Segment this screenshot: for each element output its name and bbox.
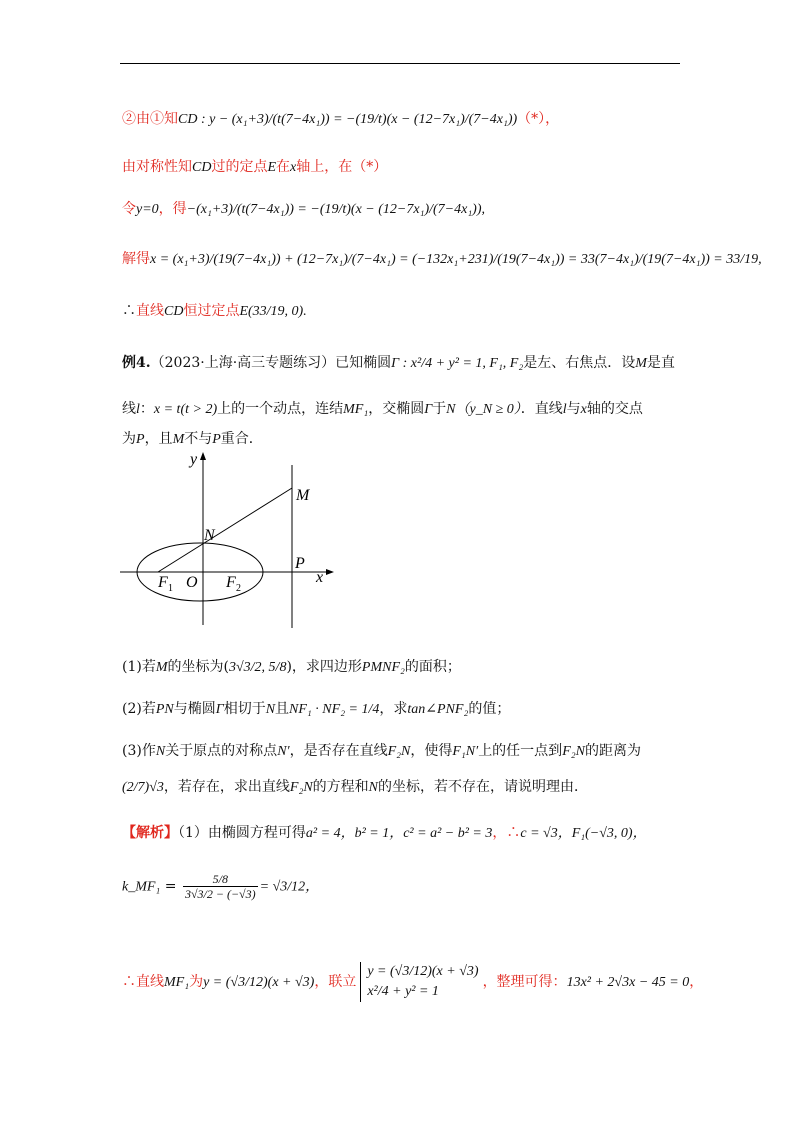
label-x: x (316, 569, 324, 586)
solution-line-system (122, 962, 703, 1002)
label-p: P (295, 555, 305, 572)
y-zero: y=0 (136, 202, 159, 217)
slope-fraction (183, 872, 258, 901)
label-m: M (296, 487, 310, 504)
example-source: （2023·上海·高三专题练习） (150, 355, 336, 371)
q3-distance-text: 的距离为 (584, 743, 641, 759)
q3-distance-value: (2/7)√3 (122, 780, 164, 795)
q1-coord: 3√3/2, 5/8 (228, 660, 287, 675)
sol-step-1: （1）由椭圆方程可得 (178, 825, 306, 841)
cd-label-2: CD (164, 304, 184, 319)
example-4-line-2 (122, 398, 643, 418)
text-line: 直线 (136, 303, 164, 319)
slope-numerator: 5/8 (183, 872, 258, 887)
step-line-3 (122, 198, 485, 218)
ellipse-equation: Γ : x²/4 + y² = 1, F₁, F₂ (391, 356, 524, 371)
n-label: N (446, 402, 456, 417)
label-o: O (186, 574, 198, 591)
system-eq-2: x²/4 + y² = 1 (367, 984, 439, 999)
q2-and: 且 (275, 701, 290, 717)
label-y: y (190, 451, 198, 468)
text-and: 与 (566, 401, 581, 417)
q3-n-2: N (368, 780, 379, 795)
q3-such-that: ，使得 (410, 743, 453, 759)
sol-combine-text: ，联立 (314, 974, 357, 990)
yn-condition: （y_N ≥ 0） (455, 402, 521, 417)
step-line-5 (122, 300, 307, 320)
m-label-2: M (172, 432, 185, 447)
text-is-line: 是直 (646, 355, 675, 371)
q3-symmetric-text: 关于原点的对称点 (165, 743, 278, 759)
q3-end-text: 的坐标，若不存在，请说明理由． (378, 779, 589, 795)
text-axis-intersection: 轴的交点 (586, 401, 643, 417)
text-axis: 轴上，在（*） (296, 159, 388, 175)
analysis-tag: 【解析】 (122, 825, 178, 841)
cd-equation: CD : y − (x₁+3)/(t(7−4x₁)) = −(19/t)(x − (12−7x₁)/(7−4x₁)) (178, 112, 518, 127)
q2-text-ellipse: 与椭圆 (173, 701, 216, 717)
q2-gamma: Γ (215, 702, 224, 717)
text-not-with: 不与 (184, 431, 213, 447)
q2-tan: tan∠PNF₂ (407, 702, 469, 717)
sol-line-text: ∴直线 (122, 974, 164, 990)
label-f1-sub: 1 (168, 583, 173, 594)
p-label-2: P (212, 432, 221, 447)
q1-prefix: (1)若 (122, 659, 156, 675)
text-coincide: 重合． (220, 431, 263, 447)
text-get: ，得 (158, 201, 187, 217)
text-line: 线 (122, 401, 136, 417)
q3-prefix: (3)作 (122, 743, 156, 759)
q3-n-prime: N′ (277, 744, 290, 759)
text-and-2: ，且 (144, 431, 173, 447)
substituted-equation: −(x₁+3)/(t(7−4x₁)) = −(19/t)(x − (12−7x₁)/(7−4x₁)), (186, 202, 486, 217)
q3-f1n-prime: F₁N′ (452, 744, 479, 759)
q1-quad: PMNF₂ (361, 660, 405, 675)
q1-quad-text: )，求四边形 (286, 659, 362, 675)
mf1-label: MF₁ (343, 402, 369, 417)
x-axis-arrow (326, 569, 334, 575)
question-1 (122, 656, 461, 676)
therefore-symbol: ∴ (122, 303, 136, 319)
slope-value: = √3/12， (259, 879, 320, 895)
y-axis-arrow (200, 452, 206, 460)
example-label: 例4. (122, 355, 151, 371)
example-4-line-3 (122, 428, 263, 448)
sol-mf1: MF₁ (164, 975, 190, 990)
line-l-equation: x = t(t > 2) (153, 402, 218, 417)
sol-quadratic: 13x² + 2√3x − 45 = 0 (566, 975, 690, 990)
star-mark: （*） (517, 111, 546, 127)
sol-is-text: 为 (189, 974, 204, 990)
q2-find: ，求 (379, 701, 408, 717)
q1-coord-text: 的坐标为( (167, 659, 229, 675)
q2-n: N (265, 702, 276, 717)
text-known-ellipse: 已知椭圆 (335, 355, 392, 371)
solution-slope: k_MF₁ = $\frac{5/8}{3√3/2 - (-√3)}$ = √3/12， (122, 872, 320, 901)
x-label: x (580, 402, 587, 417)
q3-if-exist-text: ，若存在，求出直线 (163, 779, 290, 795)
slope-label: k_MF₁ (122, 879, 161, 895)
m-label: M (635, 356, 647, 371)
label-n: N (204, 527, 215, 544)
l-label: l (136, 402, 140, 417)
label-f1: F (158, 574, 168, 591)
step-line-1 (122, 108, 559, 128)
header-rule (120, 63, 680, 64)
label-f2-sub: 2 (236, 583, 241, 594)
sol-therefore: ，∴ (492, 825, 521, 841)
text-line-2: ．直线 (520, 401, 563, 417)
sol-c-value: c = √3 (520, 826, 558, 841)
ellipse-figure (120, 450, 340, 630)
comma: ， (545, 111, 560, 127)
q3-f2n-2: F₂N (562, 744, 585, 759)
gamma-label: Γ (424, 402, 433, 417)
step-prefix: ②由①知 (122, 111, 178, 127)
segment-mf1 (158, 488, 292, 572)
sol-end-comma: ， (689, 974, 704, 990)
q3-exist-text: ，是否存在直线 (289, 743, 388, 759)
text-foci: 是左、右焦点．设 (523, 355, 636, 371)
text-is: 为 (122, 431, 136, 447)
colon: ： (139, 401, 154, 417)
cd-label: CD (192, 160, 212, 175)
text-always-through: 恒过定点 (183, 303, 240, 319)
slope-denominator: 3√3/2 − (−√3) (184, 887, 256, 901)
q2-value-text: 的值； (468, 701, 511, 717)
l-label-2: l (562, 402, 567, 417)
q2-pn: PN (155, 702, 174, 717)
text-let: 令 (122, 201, 136, 217)
step-line-2 (122, 156, 387, 176)
solution-line-1 (122, 822, 647, 842)
q3-any-point-text: 上的任一点到 (478, 743, 563, 759)
label-f2: F (226, 574, 236, 591)
text-fixed-point: 过的定点 (211, 159, 268, 175)
sol-line-equation: y = (√3/12)(x + √3) (203, 975, 315, 990)
sol-f1-coord: ，F₁(−√3, 0)， (557, 826, 647, 841)
q3-n: N (155, 744, 166, 759)
solution-equation: x = (x₁+3)/(19(7−4x₁)) + (12−7x₁)/(7−4x₁) = (−132x₁+231)/(19(7−4x₁)) = 33(7−4x₁)/(19(7−4x₁)) = 33/19, (150, 252, 762, 267)
question-2 (122, 698, 510, 718)
e-label: E (267, 160, 277, 175)
question-3-line-2 (122, 776, 588, 796)
step-line-4 (122, 248, 762, 268)
q3-equation-text: 的方程和 (312, 779, 369, 795)
system-eq-1: y = (√3/12)(x + √3) (367, 964, 479, 979)
text-solve: 解得 (122, 251, 150, 267)
q2-prefix: (2)若 (122, 701, 156, 717)
question-3-line-1 (122, 740, 641, 760)
q2-tangent-text: 相切于 (223, 701, 266, 717)
example-4-line-1 (122, 352, 675, 372)
text-at: 于 (432, 401, 447, 417)
q2-dot-product: NF₁ · NF₂ = 1/4 (289, 702, 380, 717)
x-label: x (290, 160, 297, 175)
q3-f2n: F₂N (387, 744, 411, 759)
sol-simplify-text: ，整理可得： (482, 974, 567, 990)
p-label: P (136, 432, 145, 447)
q1-area-text: 的面积； (404, 659, 461, 675)
sol-ellipse-values: a² = 4，b² = 1，c² = a² − b² = 3 (305, 826, 493, 841)
text-moving-point: 上的一个动点，连结 (217, 401, 344, 417)
equation-system (360, 962, 478, 1002)
q1-m: M (155, 660, 168, 675)
text-on: 在 (276, 159, 291, 175)
text-symmetry: 由对称性知 (122, 159, 192, 175)
fixed-point-e: E(33/19, 0). (239, 304, 307, 319)
q3-f2n-3: F₂N (289, 780, 313, 795)
text-intersect: ，交椭圆 (368, 401, 425, 417)
